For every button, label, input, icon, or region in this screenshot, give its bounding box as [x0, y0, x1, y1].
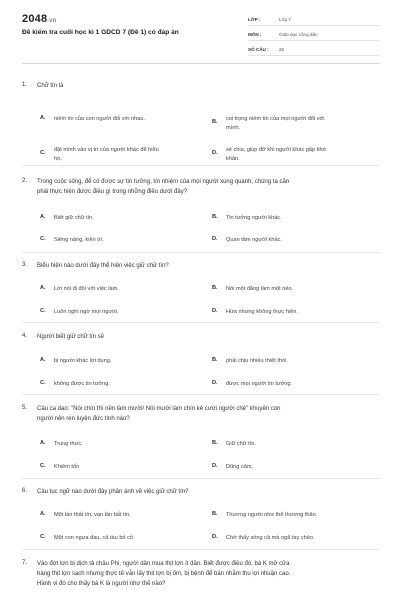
question-divider — [22, 549, 380, 550]
option-letter[interactable]: C. — [40, 308, 46, 314]
question-number: 2. — [22, 178, 28, 184]
option-text[interactable]: niềm tin của con người đối với nhau. — [54, 116, 145, 122]
question-number: 7. — [22, 560, 28, 566]
option-text[interactable]: Lời nói đi đôi với việc làm. — [54, 286, 119, 292]
question-number: 3. — [22, 262, 28, 268]
option-text[interactable]: bị người khác lợi dụng. — [54, 358, 112, 364]
document-header — [22, 0, 380, 64]
option-text[interactable]: coi trọng niềm tin của mọi người đối với — [226, 116, 325, 122]
question-stem: Biểu hiện nào dưới đây thể hiện việc giữ chữ tín? — [37, 263, 169, 269]
option-text[interactable]: không được tin tưởng. — [54, 381, 110, 387]
logo-main: 2048 — [22, 13, 48, 25]
option-text[interactable]: sẻ chia, giúp đỡ khi người khác gặp khó — [226, 147, 326, 153]
option-text[interactable]: phải chịu nhiều thiệt thòi. — [226, 358, 288, 364]
site-logo[interactable] — [22, 13, 57, 25]
meta-row-subject — [248, 29, 380, 41]
option-letter[interactable]: C. — [40, 380, 46, 386]
question-number: 4. — [22, 333, 28, 339]
option-text[interactable]: Siêng năng, kiên trì. — [54, 237, 104, 243]
option-letter[interactable]: D. — [212, 380, 218, 386]
option-text[interactable]: Một lần thất tín, vạn lần bất tín. — [54, 512, 131, 518]
option-text[interactable]: mình. — [226, 125, 240, 131]
option-letter[interactable]: A. — [40, 511, 46, 517]
question-stem: Câu tục ngữ nào dưới đây phản ánh về việc giữ chữ tín? — [37, 489, 189, 495]
option-text[interactable]: Quan tâm người khác. — [226, 237, 282, 243]
question-divider — [22, 252, 380, 253]
option-letter[interactable]: D. — [212, 150, 218, 156]
option-text[interactable]: khăn. — [226, 156, 240, 162]
option-text[interactable]: Một con ngựa đau, cả tàu bỏ cỏ. — [54, 535, 135, 541]
option-text[interactable]: Hứa nhưng không thực hiện. — [226, 309, 298, 315]
question-stem: Người biết giữ chữ tín sẽ — [37, 334, 105, 340]
option-text[interactable]: được mọi người tin tưởng. — [226, 381, 293, 387]
meta-value: Lớp 7 — [279, 17, 291, 22]
question-number: 5. — [22, 405, 28, 411]
option-letter[interactable]: C. — [40, 534, 46, 540]
option-letter[interactable]: A. — [40, 285, 46, 291]
question-divider — [22, 322, 380, 323]
document-meta — [248, 14, 380, 59]
option-text[interactable]: Trung thực. — [54, 441, 83, 447]
question-stem: Vào đợt lợn bị dịch tả châu Phi, người dân mua thịt lợn ít dần. Biết được điều đó, bà K mở cửa — [37, 561, 290, 567]
question-divider — [22, 478, 380, 479]
option-text[interactable]: Khiêm tốn — [54, 464, 80, 470]
question-stem: hàng thịt lợn sạch nhưng thực tế vẫn lấy thịt lợn bị ốm, bị bệnh để bán nhằm thu lợi nhuận cao. — [37, 571, 291, 577]
meta-label: LỚP : — [248, 17, 261, 22]
option-letter[interactable]: D. — [212, 308, 218, 314]
meta-label: MÔN : — [248, 32, 262, 37]
option-letter[interactable]: B. — [212, 214, 218, 220]
option-letter[interactable]: B. — [212, 119, 218, 125]
option-letter[interactable]: B. — [212, 440, 218, 446]
option-text[interactable]: đặt mình vào vị trí của người khác để hiểu — [54, 147, 159, 153]
option-letter[interactable]: A. — [40, 440, 46, 446]
option-text[interactable]: Thương người như thể thương thân. — [226, 512, 318, 518]
option-letter[interactable]: B. — [212, 285, 218, 291]
question-divider — [22, 165, 380, 166]
option-text[interactable]: Giữ chữ tín. — [226, 441, 256, 447]
meta-value: Giáo dục công dân — [279, 32, 318, 37]
option-letter[interactable]: C. — [40, 236, 46, 242]
option-text[interactable]: Luôn nghi ngờ mọi người. — [54, 309, 119, 315]
option-text[interactable]: họ. — [54, 156, 62, 162]
question-stem: người nên rèn luyện đức tính nào? — [37, 416, 130, 422]
option-text[interactable]: Chớ thấy sóng cả mà ngã tay chèo. — [226, 535, 315, 541]
option-text[interactable]: Dũng cảm. — [226, 464, 254, 470]
question-stem: Hành vi đó cho thấy bà K là người như thế nào? — [37, 581, 166, 587]
option-letter[interactable]: C. — [40, 463, 46, 469]
meta-label: SỐ CÂU : — [248, 47, 269, 52]
option-text[interactable]: Nói một đằng làm một nẻo. — [226, 286, 294, 292]
question-stem: Câu ca dao: "Nói chín thì nên làm mười/ Nói mười làm chín kẻ cười người chê" khuyên con — [37, 406, 281, 412]
option-letter[interactable]: A. — [40, 115, 46, 121]
option-letter[interactable]: A. — [40, 357, 46, 363]
option-letter[interactable]: A. — [40, 214, 46, 220]
logo-tld: .vn — [47, 18, 57, 24]
option-letter[interactable]: D. — [212, 236, 218, 242]
question-number: 1. — [22, 82, 28, 88]
question-number: 6. — [22, 488, 28, 494]
option-letter[interactable]: B. — [212, 511, 218, 517]
option-letter[interactable]: B. — [212, 357, 218, 363]
question-stem: Chữ tín là — [37, 83, 64, 89]
option-letter[interactable]: D. — [212, 463, 218, 469]
question-stem: phải thực hiện được điều gì trong những điều dưới đây? — [37, 189, 188, 195]
meta-row-count — [248, 44, 380, 56]
option-letter[interactable]: C. — [40, 150, 46, 156]
meta-value: 26 — [279, 47, 285, 52]
document-title: Đề kiểm tra cuối học kì 1 GDCD 7 (Đề 1) có đáp án — [22, 29, 179, 36]
option-text[interactable]: Biết giữ chữ tín. — [54, 215, 94, 221]
meta-row-class — [248, 14, 380, 26]
question-divider — [22, 394, 380, 395]
question-stem: Trong cuộc sống, để có được sự tin tưởng, tín nhiệm của mọi người xung quanh, chúng ta cần — [37, 179, 290, 185]
option-text[interactable]: Tin tưởng người khác. — [226, 215, 282, 221]
option-letter[interactable]: D. — [212, 534, 218, 540]
